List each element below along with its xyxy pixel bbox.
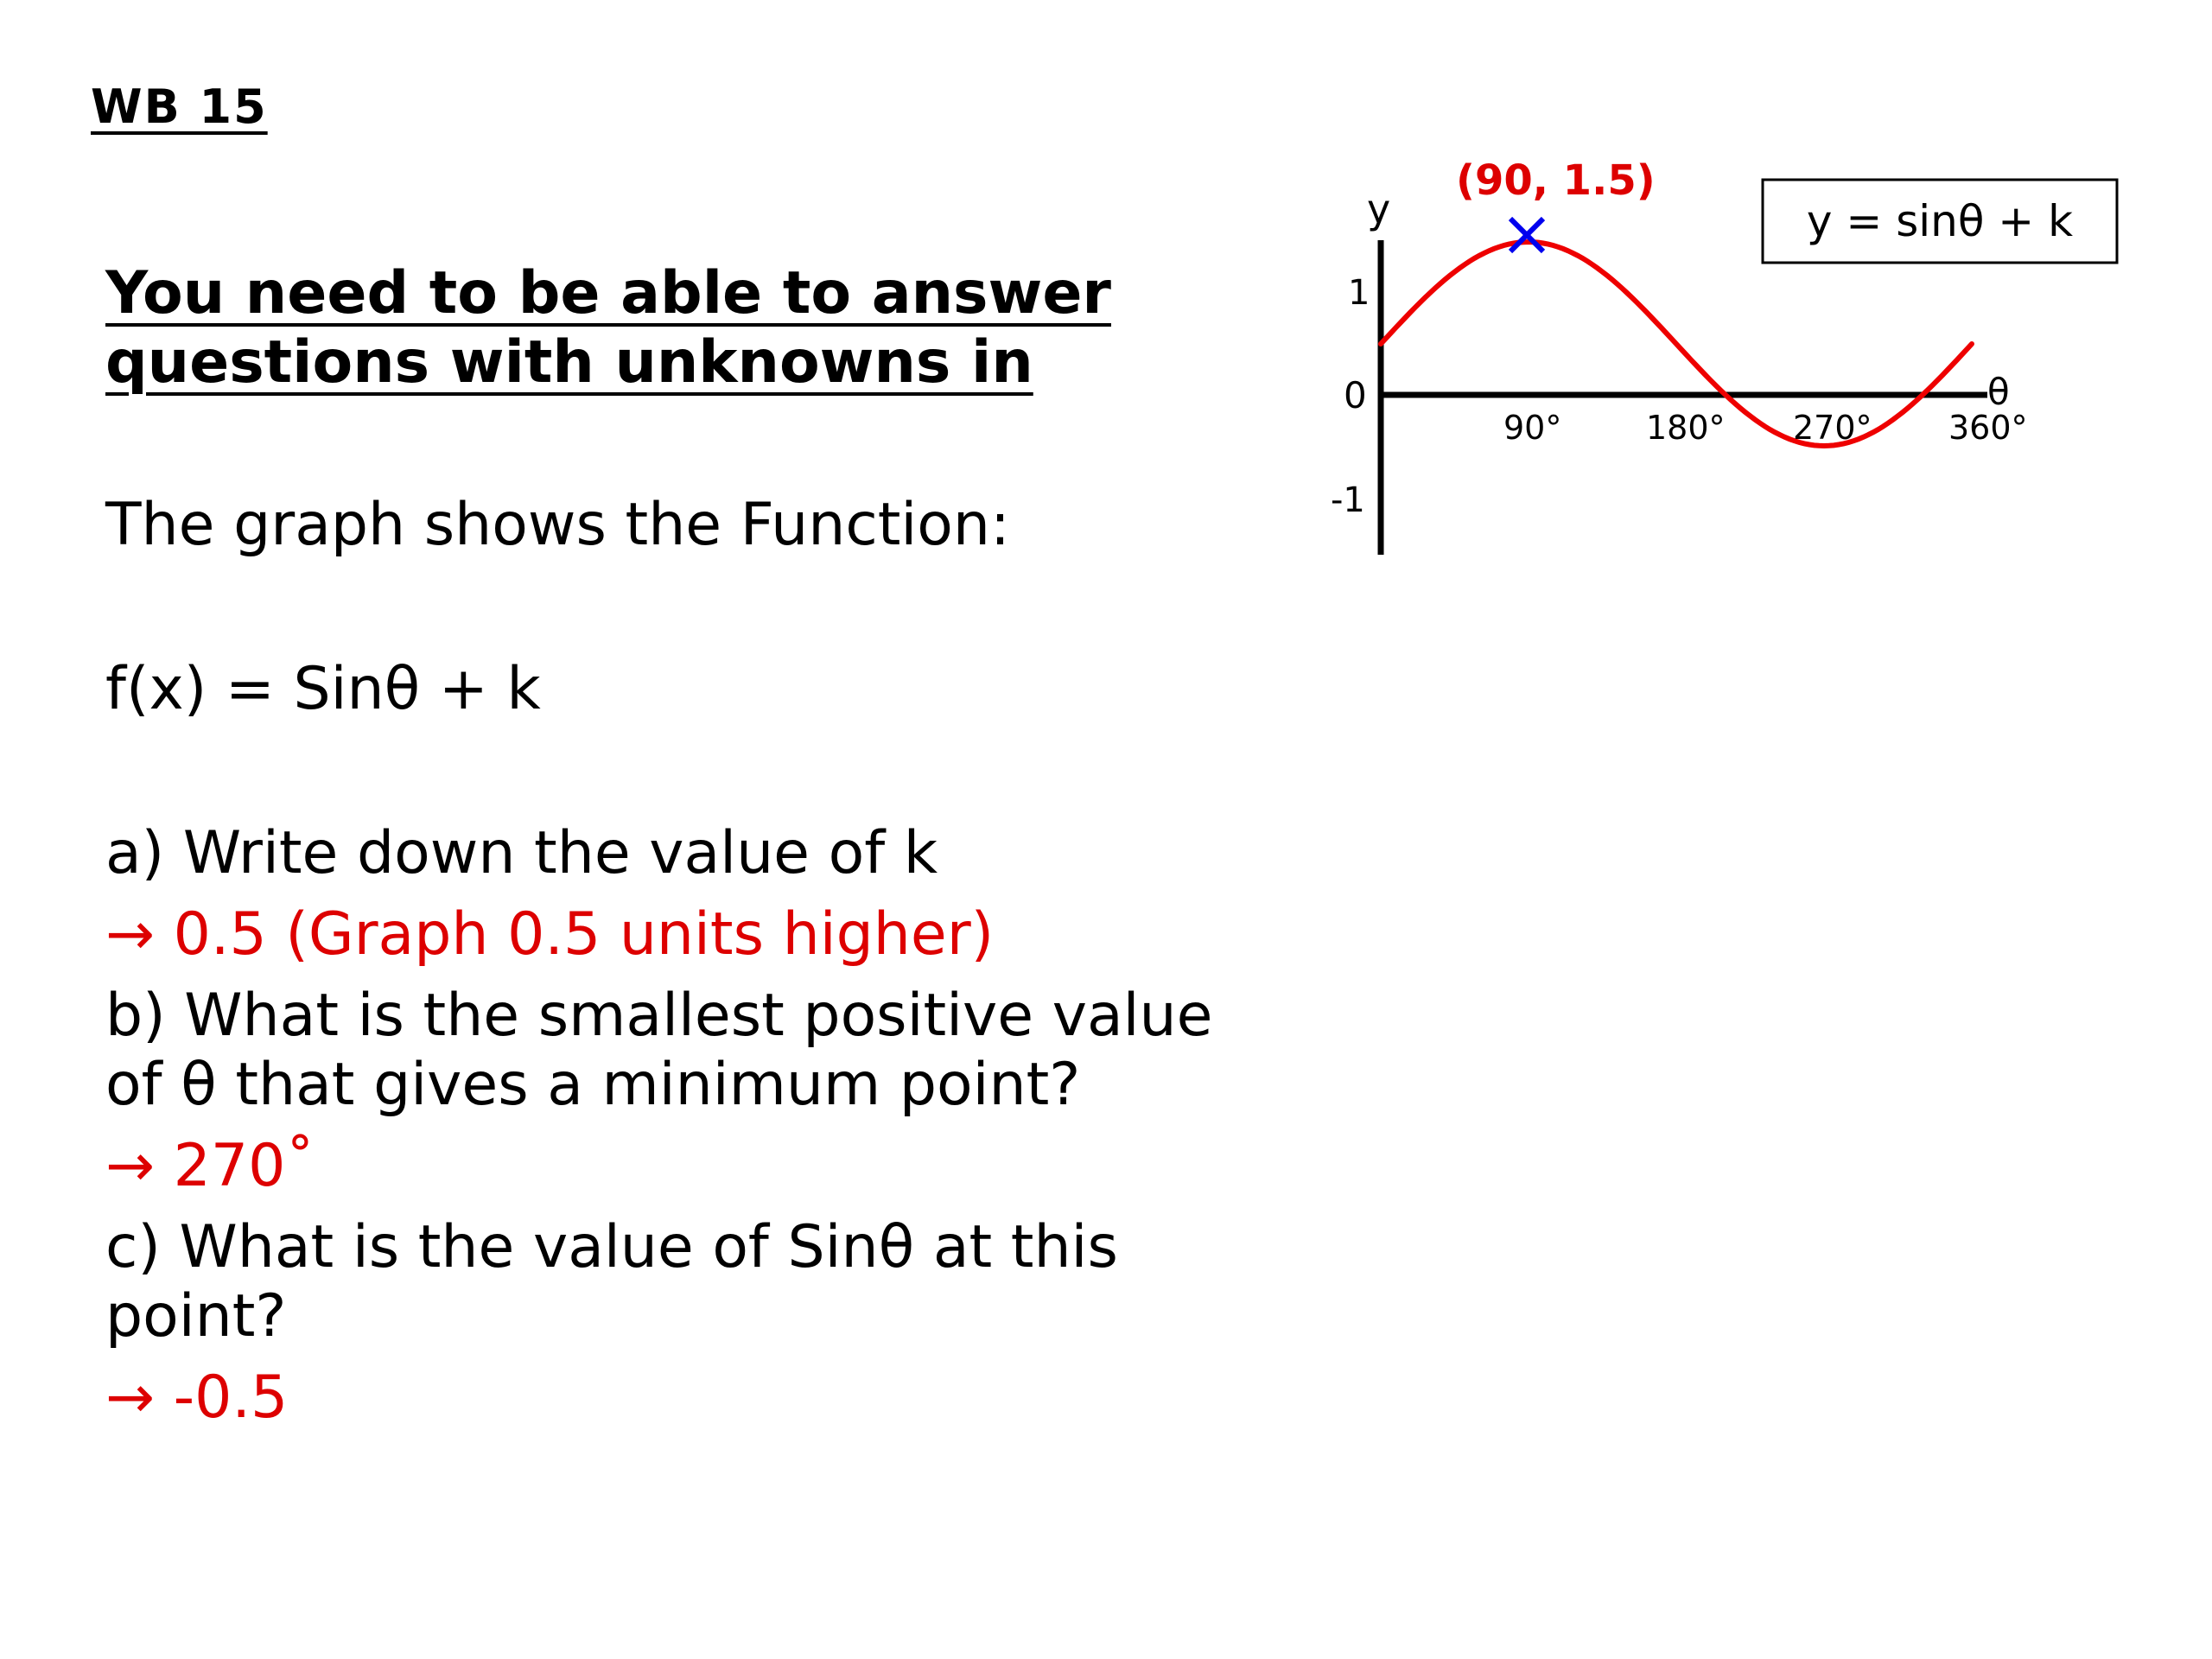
question-c: c) What is the value of Sinθ at this point? — [105, 1213, 1118, 1351]
x-axis-label: θ — [1987, 371, 2010, 413]
maximum-marker — [1510, 219, 1543, 251]
x-tick-180: 180° — [1646, 409, 1726, 447]
y-tick-minus-1: -1 — [1331, 480, 1365, 520]
x-tick-360: 360° — [1948, 409, 2028, 447]
slide-label: WB 15 — [91, 79, 268, 134]
function-text: f(x) = Sinθ + k — [105, 655, 541, 723]
answer-b: → 270˚ — [105, 1132, 315, 1200]
x-tick-90: 90° — [1503, 409, 1562, 447]
answer-c: → -0.5 — [105, 1363, 289, 1432]
heading: You need to be able to answer questions with unknowns in — [105, 259, 1111, 397]
question-a: a) Write down the value of k — [105, 819, 938, 887]
point-label: (90, 1.5) — [1456, 156, 1656, 205]
y-tick-0: 0 — [1344, 374, 1367, 416]
answer-a: → 0.5 (Graph 0.5 units higher) — [105, 900, 995, 969]
legend-text: y = sinθ + k — [1806, 196, 2074, 246]
y-tick-1: 1 — [1348, 273, 1370, 313]
question-b: b) What is the smallest positive value of θ that gives a minimum point? — [105, 982, 1213, 1119]
x-tick-270: 270° — [1793, 409, 1872, 447]
sine-graph — [1296, 130, 2160, 579]
y-axis-label: y — [1367, 186, 1391, 232]
question-list — [105, 819, 1272, 1445]
intro-text: The graph shows the Function: — [105, 491, 1010, 559]
